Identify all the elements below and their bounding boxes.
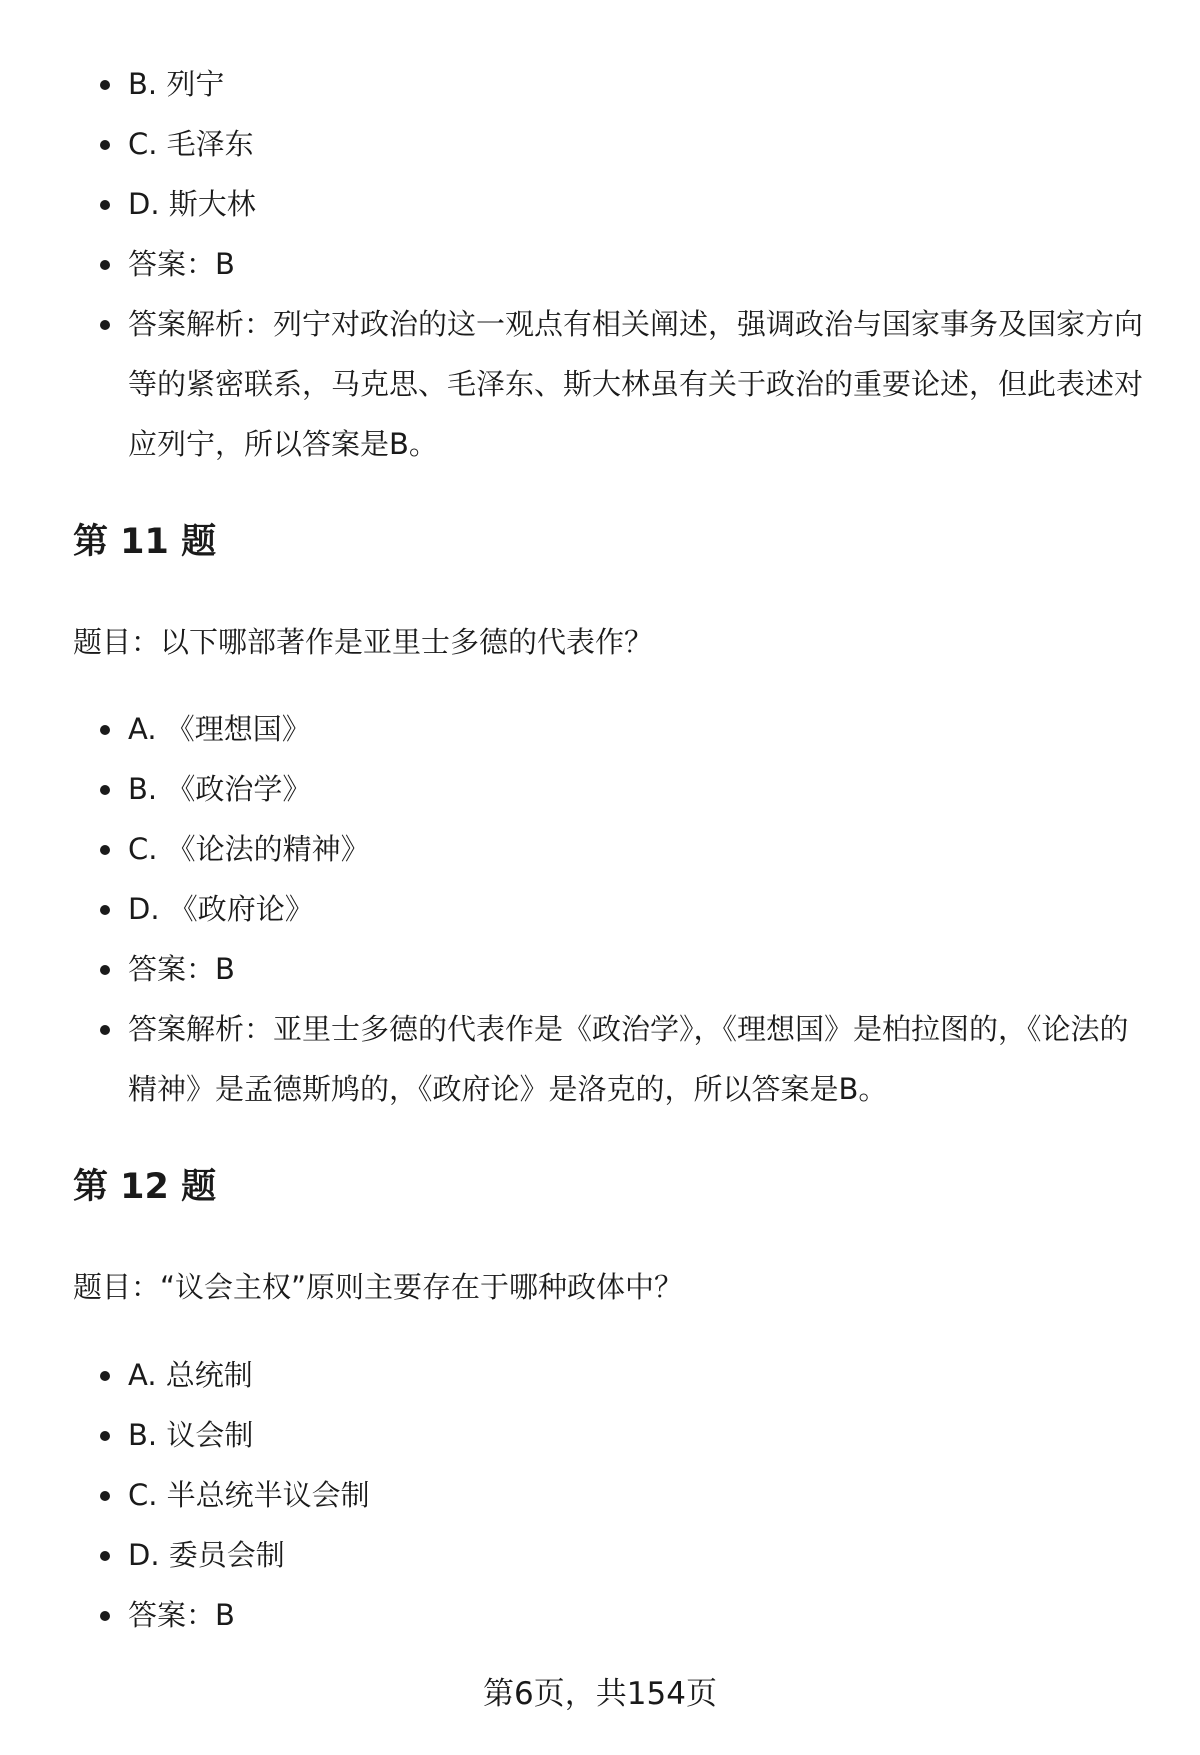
question-text-11: 题目：以下哪部著作是亚里士多德的代表作？ <box>73 625 654 659</box>
question-heading-11: 第 11 题 <box>73 522 217 562</box>
question-text-12: 题目：“议会主权”原则主要存在于哪种政体中？ <box>73 1270 684 1304</box>
option-d: D. 委员会制 <box>98 1525 1148 1585</box>
option-c: C. 《论法的精神》 <box>98 819 1148 879</box>
option-b: B. 议会制 <box>98 1405 1148 1465</box>
option-d: D. 斯大林 <box>98 174 1148 234</box>
answer: 答案：B <box>98 939 1148 999</box>
option-a: A. 总统制 <box>98 1345 1148 1405</box>
option-c: C. 毛泽东 <box>98 114 1148 174</box>
page-number: 第6页，共154页 <box>483 1676 717 1712</box>
option-d: D. 《政府论》 <box>98 879 1148 939</box>
option-b: B. 列宁 <box>98 54 1148 114</box>
answer-explanation: 答案解析：列宁对政治的这一观点有相关阐述，强调政治与国家事务及国家方向等的紧密联系，马克思、毛泽东、斯大林虽有关于政治的重要论述，但此表述对应列宁，所以答案是B。 <box>98 294 1148 474</box>
answer-explanation: 答案解析：亚里士多德的代表作是《政治学》，《理想国》是柏拉图的，《论法的精神》是孟德斯鸠的，《政府论》是洛克的，所以答案是B。 <box>98 999 1148 1119</box>
answer: 答案：B <box>98 234 1148 294</box>
option-c: C. 半总统半议会制 <box>98 1465 1148 1525</box>
options-list-q10 <box>98 54 1148 474</box>
answer: 答案：B <box>98 1585 1148 1645</box>
option-b: B. 《政治学》 <box>98 759 1148 819</box>
options-list-q12 <box>98 1345 1148 1645</box>
question-heading-12: 第 12 题 <box>73 1167 217 1207</box>
options-list-q11 <box>98 699 1148 1119</box>
option-a: A. 《理想国》 <box>98 699 1148 759</box>
